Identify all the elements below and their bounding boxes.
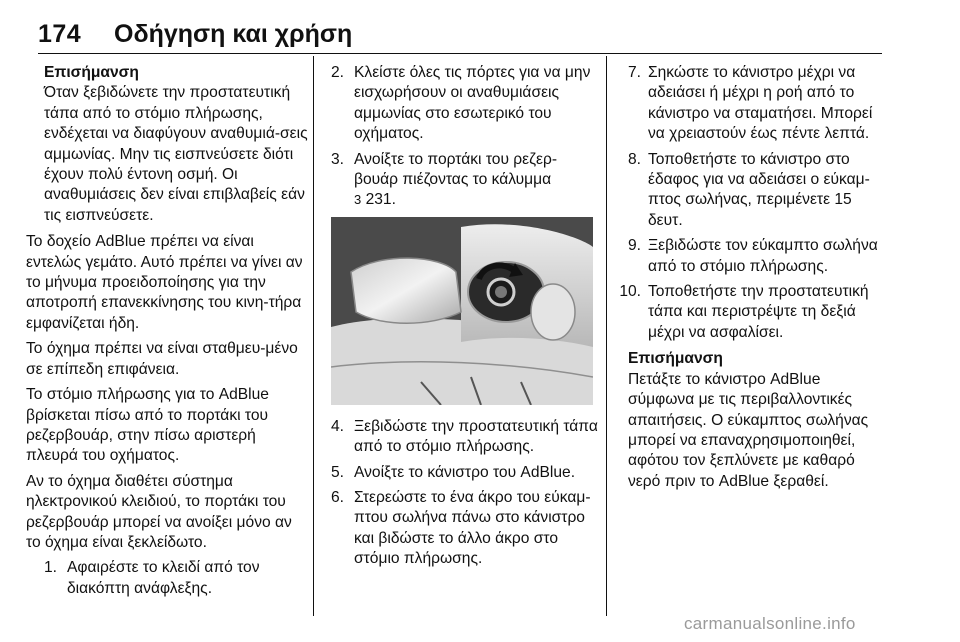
note-text: Πετάξτε το κάνιστρο AdBlue σύμφωνα με τις περιβαλλοντικές απαιτήσεις. Ο εύκαμπτος σωλήνας μπορεί να επαναχρησιμοποιηθεί, αφότου τον ξεπλύνετε με καθαρό νερό πριν το AdBlue ξεραθεί. — [628, 370, 869, 490]
column-divider-2 — [606, 56, 607, 616]
step-number: 4. — [331, 417, 345, 435]
step-number: 10. — [619, 283, 641, 301]
paragraph: Αν το όχημα διαθέτει σύστημα ηλεκτρονικού κλειδιού, το πορτάκι του ρεζερβουάρ μπορεί να ανοίξει μόνο αν το όχημα είναι ξεκλείδωτο. — [26, 472, 292, 551]
step-number: 9. — [627, 237, 641, 255]
step-text: Σηκώστε το κάνιστρο μέχρι να αδειάσει ή μέχρι η ροή από το κάνιστρο να σταματήσει. Μπορεί να χρειαστούν έως πέντε λεπτά. — [648, 64, 873, 143]
step-number: 8. — [627, 150, 641, 168]
steps-list — [26, 558, 308, 599]
step-number: 5. — [331, 463, 345, 481]
steps-list — [331, 417, 599, 570]
step-text: Τοποθετήστε την προστατευτική τάπα και περιστρέψτε τη δεξιά μέχρι να ασφαλίσει. — [648, 283, 869, 341]
step-item — [331, 488, 599, 570]
header-rule — [38, 53, 882, 54]
page-number: 174 — [38, 20, 82, 48]
step-item — [615, 150, 887, 232]
step-text: Ξεβιδώστε την προστατευτική τάπα από το στόμιο πλήρωσης. — [354, 417, 598, 456]
note-disposal — [615, 349, 887, 492]
step-text: Αφαιρέστε το κλειδί από τον διακόπτη ανάφλεξης. — [67, 559, 260, 597]
step-item — [615, 282, 887, 343]
step-item — [44, 558, 308, 599]
note-ammonia — [26, 63, 308, 226]
page-title: Οδήγηση και χρήση — [114, 20, 353, 48]
step-text: Ανοίξτε το πορτάκι του ρεζερ-βουάρ πιέζοντας το κάλυμμα — [354, 150, 558, 189]
column-1 — [26, 63, 308, 604]
note-title: Επισήμανση — [628, 350, 723, 368]
column-divider-1 — [313, 56, 314, 616]
column-2 — [331, 63, 599, 575]
step-item — [331, 463, 599, 483]
step-text: Ανοίξτε το κάνιστρο του AdBlue. — [354, 463, 576, 481]
paragraph: Το στόμιο πλήρωσης για το AdBlue βρίσκεται πίσω από το πορτάκι του ρεζερβουάρ, στην πίσω αριστερή πλευρά του οχήματος. — [26, 386, 269, 465]
note-title: Επισήμανση — [44, 64, 139, 81]
step-text: Στερεώστε το ένα άκρο του εύκαμ-πτου σωλήνα πάνω στο κάνιστρο και βιδώστε το άλλο άκρο στο στόμιο πλήρωσης. — [354, 489, 591, 568]
step-number: 6. — [331, 489, 345, 507]
paragraph: Το όχημα πρέπει να είναι σταθμευ-μένο σε επίπεδη επιφάνεια. — [26, 340, 298, 378]
steps-list — [615, 63, 887, 343]
xref-icon[interactable]: 3 — [354, 192, 362, 208]
step-number: 2. — [331, 64, 345, 81]
step-number: 1. — [44, 559, 58, 577]
step-text: Τοποθετήστε το κάνιστρο στο έδαφος για να αδειάσει ο εύκαμ-πτος σωλήνας, περιμένετε 15 δευτ. — [648, 150, 870, 229]
step-number: 3. — [331, 150, 345, 168]
step-text: Κλείστε όλες τις πόρτες για να μην εισχωρήσουν οι αναθυμιάσεις αμμωνίας στο εσωτερικό του οχήματος. — [354, 64, 591, 143]
step-item — [615, 63, 887, 145]
fuel-door-illustration — [331, 217, 593, 405]
fuel-door-adblue-photo — [331, 217, 593, 405]
column-3 — [615, 63, 887, 498]
step-item — [615, 236, 887, 277]
note-text: Όταν ξεβιδώνετε την προστατευτική τάπα από το στόμιο πλήρωσης, ενδέχεται να διαφύγουν αναθυμιά-σεις αμμωνίας. Μην τις εισπνεύσετε διότι έχουν πολύ έντονη οσμή. Οι αναθυμιάσεις δεν είναι επιβλαβείς εάν τις εισπνεύσετε. — [44, 84, 308, 224]
step-item — [331, 63, 599, 145]
paragraph: Το δοχείο AdBlue πρέπει να είναι εντελώς γεμάτο. Αυτό πρέπει να γίνει αν το μήνυμα προειδοποίησης για την αποτροπή επανεκκίνησης του κινη-τήρα εμφανίζεται ήδη. — [26, 233, 303, 332]
watermark: carmanualsonline.info — [684, 614, 856, 633]
steps-list — [331, 63, 599, 211]
step-text: Ξεβιδώστε τον εύκαμπτο σωλήνα από το στόμιο πλήρωσης. — [648, 237, 878, 275]
step-item — [331, 150, 599, 211]
xref-page-link[interactable]: 231. — [365, 191, 396, 209]
step-number: 7. — [627, 64, 641, 81]
step-item — [331, 417, 599, 458]
